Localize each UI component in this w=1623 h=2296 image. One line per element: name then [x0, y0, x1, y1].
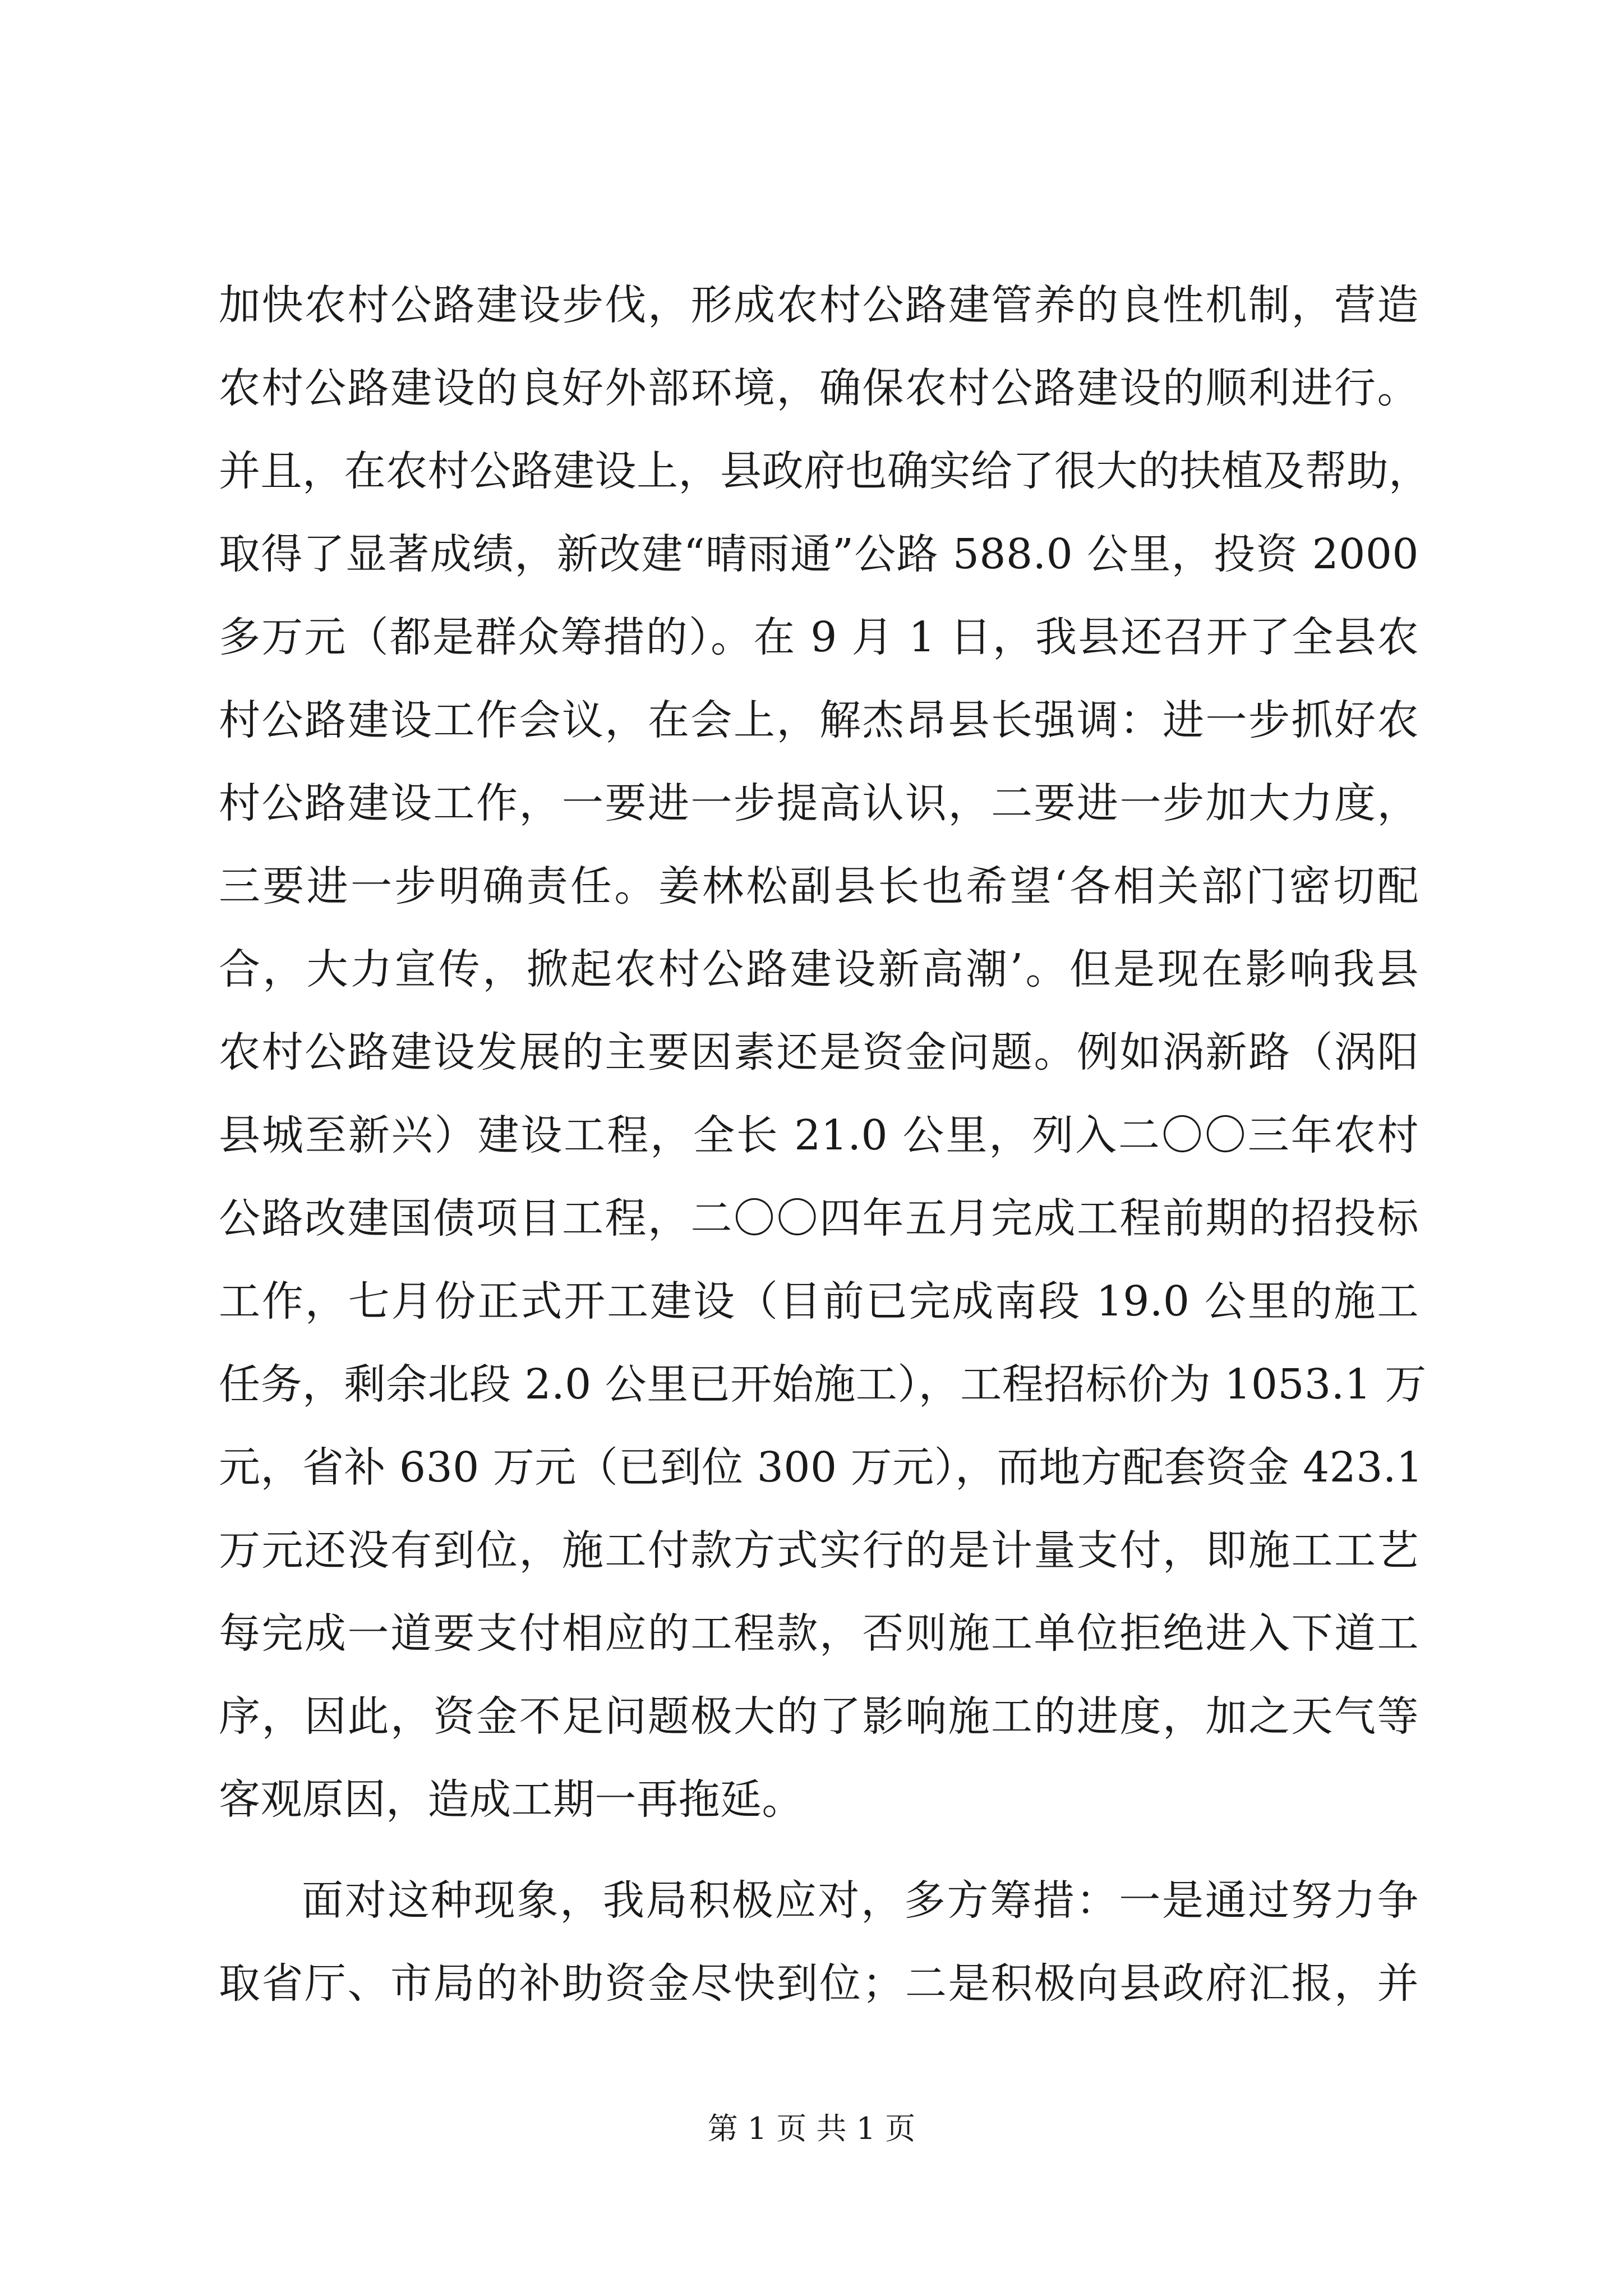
text-line: 三要进一步明确责任。姜林松副县长也希望‘各相关部门密切配 — [219, 862, 1419, 910]
text-line: 农村公路建设发展的主要因素还是资金问题。例如涡新路（涡阳 — [219, 1028, 1419, 1076]
text-line: 任务，剩余北段 2.0 公里已开始施工），工程招标价为 1053.1 万 — [219, 1360, 1427, 1409]
document-body — [219, 264, 1431, 2025]
text-line: 万元还没有到位，施工付款方式实行的是计量支付，即施工工艺 — [219, 1526, 1419, 1575]
text-line: 加快农村公路建设步伐，形成农村公路建管养的良性机制，营造 — [219, 281, 1419, 329]
text-line: 合，大力宣传，掀起农村公路建设新高潮’。但是现在影响我县 — [219, 945, 1419, 993]
text-line: 并且，在农村公路建设上，县政府也确实给了很大的扶植及帮助， — [219, 447, 1431, 495]
text-line: 农村公路建设的良好外部环境，确保农村公路建设的顺利进行。 — [219, 364, 1419, 412]
text-line: 面对这种现象，我局积极应对，多方筹措：一是通过努力争 — [302, 1876, 1419, 1925]
text-line: 村公路建设工作会议，在会上，解杰昂县长强调：进一步抓好农 — [219, 696, 1419, 744]
text-line: 多万元（都是群众筹措的）。在 9 月 1 日，我县还召开了全县农 — [219, 613, 1419, 661]
text-line: 公路改建国债项目工程，二〇〇四年五月完成工程前期的招投标 — [219, 1194, 1419, 1243]
text-line: 取得了显著成绩，新改建“晴雨通”公路 588.0 公里，投资 2000 — [219, 530, 1419, 578]
text-line: 客观原因，造成工期一再拖延。 — [219, 1775, 804, 1824]
text-line: 元，省补 630 万元（已到位 300 万元），而地方配套资金 423.1 — [219, 1443, 1423, 1492]
paragraph-spacer — [219, 1841, 1419, 1859]
text-line: 县城至新兴）建设工程，全长 21.0 公里，列入二〇〇三年农村 — [219, 1111, 1419, 1159]
page-footer — [0, 2109, 1623, 2148]
text-line: 每完成一道要支付相应的工程款，否则施工单位拒绝进入下道工 — [219, 1609, 1419, 1658]
page-number-label: 第 1 页 共 1 页 — [707, 2111, 916, 2146]
text-line: 序，因此，资金不足问题极大的了影响施工的进度，加之天气等 — [219, 1692, 1419, 1741]
text-line: 取省厅、市局的补助资金尽快到位；二是积极向县政府汇报，并 — [219, 1959, 1419, 2008]
text-line: 村公路建设工作，一要进一步提高认识，二要进一步加大力度， — [219, 779, 1419, 827]
text-line: 工作，七月份正式开工建设（目前已完成南段 19.0 公里的施工 — [219, 1277, 1419, 1326]
